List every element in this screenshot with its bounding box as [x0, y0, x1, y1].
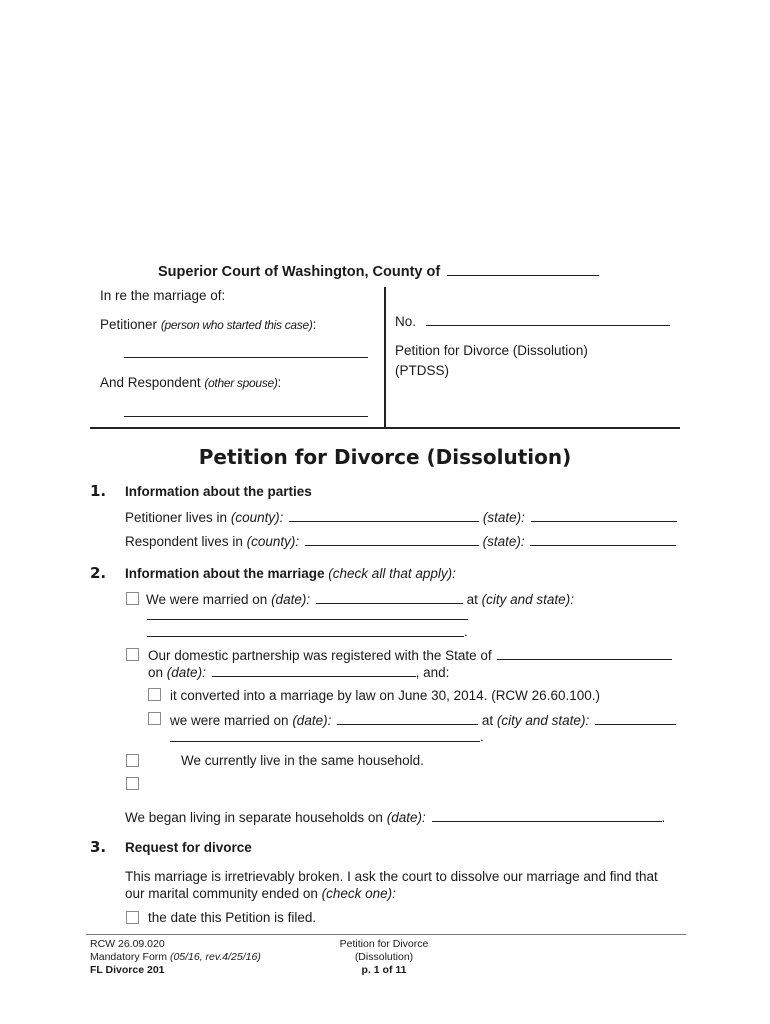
- case-number: No.: [395, 313, 670, 329]
- section-3-heading: Request for divorce: [125, 840, 252, 855]
- section-2-heading: Information about the marriage (check all that apply):: [125, 566, 456, 581]
- petitioner-county-blank[interactable]: [289, 509, 479, 522]
- respondent-name-line[interactable]: [124, 416, 368, 417]
- domestic-partnership-row: Our domestic partnership was registered with the State of: [148, 647, 672, 663]
- marriage-place-line-1[interactable]: [147, 619, 468, 620]
- domestic-partnership-checkbox[interactable]: [126, 648, 139, 661]
- converted-checkbox[interactable]: [148, 688, 161, 701]
- court-heading: Superior Court of Washington, County of: [158, 263, 599, 280]
- we-married-place-blank[interactable]: [595, 712, 676, 725]
- petitioner-lives-row: Petitioner lives in (county): (state):: [125, 509, 677, 525]
- same-household-checkbox[interactable]: [126, 754, 139, 767]
- in-re-label: In re the marriage of:: [100, 288, 226, 303]
- page-title: Petition for Divorce (Dissolution): [198, 445, 572, 469]
- section-1-heading: Information about the parties: [125, 484, 312, 499]
- partnership-date-blank[interactable]: [212, 664, 416, 677]
- we-married-period: .: [480, 729, 484, 744]
- footer-rule: [86, 934, 686, 935]
- doc-title-line2: (PTDSS): [395, 363, 449, 378]
- we-married-place-line[interactable]: [170, 741, 480, 742]
- county-blank[interactable]: [447, 263, 599, 276]
- section-3-body-line1: This marriage is irretrievably broken. I ask the court to dissolve our marriage and find that: [125, 869, 658, 884]
- partnership-state-blank[interactable]: [497, 647, 672, 660]
- section-2-number: 2.: [90, 564, 107, 582]
- we-married-on-checkbox[interactable]: [148, 712, 161, 725]
- separation-date-blank[interactable]: [432, 809, 662, 822]
- footer-center: Petition for Divorce (Dissolution) p. 1 of 11: [339, 938, 429, 976]
- caption-divider: [384, 287, 386, 429]
- marriage-place-period: .: [464, 624, 468, 639]
- separate-households-checkbox[interactable]: [126, 777, 139, 790]
- doc-title-line1: Petition for Divorce (Dissolution): [395, 343, 588, 358]
- married-on-row: We were married on (date): at (city and state):: [146, 592, 574, 607]
- petitioner-name-line[interactable]: [124, 357, 368, 358]
- partnership-date-row: on (date): , and:: [148, 665, 450, 680]
- case-number-blank[interactable]: [426, 313, 670, 326]
- respondent-label: And Respondent (other spouse):: [100, 375, 282, 390]
- respondent-state-blank[interactable]: [530, 533, 676, 546]
- petitioner-label: Petitioner (person who started this case):: [100, 317, 317, 332]
- date-filed-label: the date this Petition is filed.: [148, 910, 317, 925]
- petitioner-state-blank[interactable]: [531, 509, 677, 522]
- section-3-body-line2: our marital community ended on (check one):: [125, 886, 396, 901]
- we-married-on-row: we were married on (date): at (city and state):: [170, 712, 676, 728]
- converted-row: it converted into a marriage by law on June 30, 2014. (RCW 26.60.100.): [170, 688, 600, 703]
- section-1-number: 1.: [90, 482, 107, 500]
- footer-left: RCW 26.09.020 Mandatory Form (05/16, rev.4/25/16) FL Divorce 201: [90, 938, 261, 976]
- married-on-checkbox[interactable]: [126, 592, 139, 605]
- date-filed-checkbox[interactable]: [126, 911, 139, 924]
- respondent-county-blank[interactable]: [305, 533, 479, 546]
- respondent-lives-row: Respondent lives in (county): (state):: [125, 533, 676, 549]
- caption-bottom-rule: [90, 427, 680, 429]
- section-3-number: 3.: [90, 838, 107, 856]
- we-married-date-blank[interactable]: [337, 712, 478, 725]
- marriage-date-blank[interactable]: [316, 591, 463, 604]
- separate-households-row: We began living in separate households on (date): .: [125, 810, 666, 825]
- same-household-label: We currently live in the same household.: [181, 753, 424, 768]
- marriage-place-line-2[interactable]: [147, 636, 464, 637]
